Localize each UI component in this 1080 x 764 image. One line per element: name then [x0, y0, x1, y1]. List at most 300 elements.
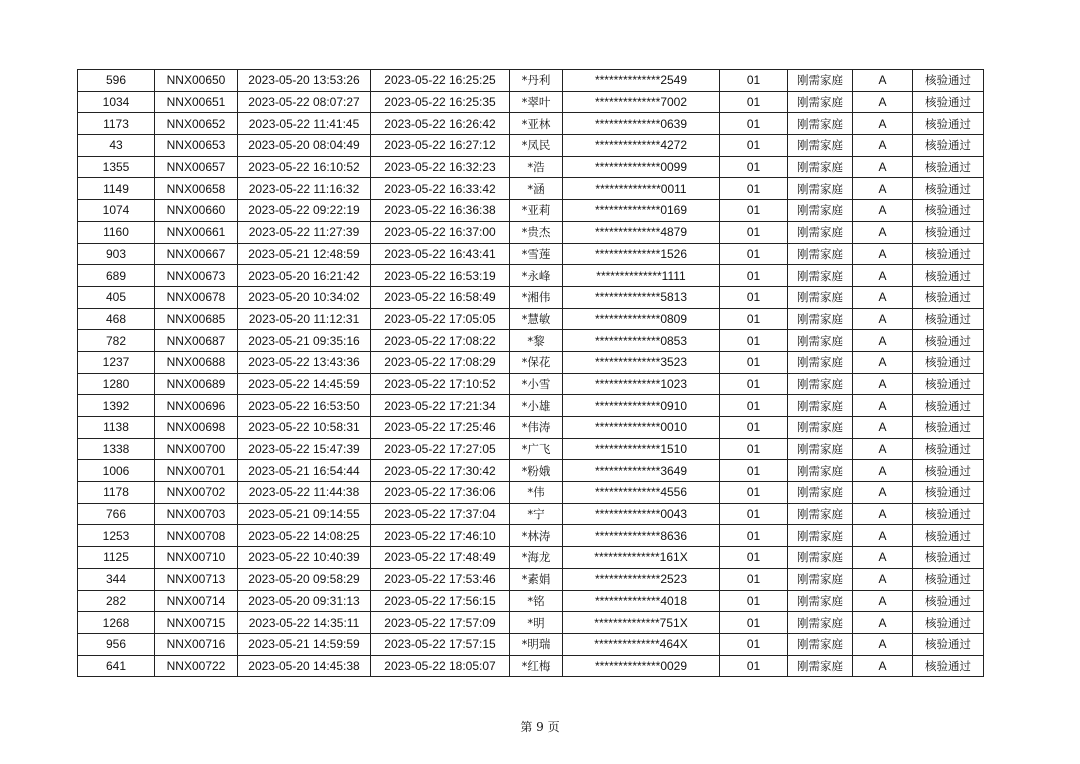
name-cell: *红梅 [510, 655, 563, 677]
apply-time-cell: 2023-05-21 09:35:16 [238, 330, 371, 352]
name-cell: *铭 [510, 590, 563, 612]
seq-cell: 1253 [78, 525, 155, 547]
name-cell: *黎 [510, 330, 563, 352]
code-cell: NNX00700 [155, 438, 238, 460]
household-size-cell: 01 [720, 221, 788, 243]
table-row [78, 373, 984, 395]
status-cell: 核验通过 [913, 330, 984, 352]
id-number-cell: **************3523 [563, 351, 720, 373]
grade-cell: A [853, 590, 913, 612]
apply-time-cell: 2023-05-20 11:12:31 [238, 308, 371, 330]
table-row [78, 178, 984, 200]
table-row [78, 547, 984, 569]
name-cell: *粉娥 [510, 460, 563, 482]
table-row [78, 590, 984, 612]
verify-time-cell: 2023-05-22 17:53:46 [371, 568, 510, 590]
apply-time-cell: 2023-05-22 10:40:39 [238, 547, 371, 569]
grade-cell: A [853, 351, 913, 373]
seq-cell: 1160 [78, 221, 155, 243]
grade-cell: A [853, 91, 913, 113]
id-number-cell: **************0910 [563, 395, 720, 417]
apply-time-cell: 2023-05-21 12:48:59 [238, 243, 371, 265]
household-size-cell: 01 [720, 156, 788, 178]
status-cell: 核验通过 [913, 460, 984, 482]
verify-time-cell: 2023-05-22 16:36:38 [371, 200, 510, 222]
category-cell: 刚需家庭 [788, 482, 853, 504]
id-number-cell: **************1526 [563, 243, 720, 265]
seq-cell: 1268 [78, 612, 155, 634]
records-table [77, 69, 984, 677]
id-number-cell: **************1111 [563, 265, 720, 287]
household-size-cell: 01 [720, 482, 788, 504]
apply-time-cell: 2023-05-20 10:34:02 [238, 286, 371, 308]
seq-cell: 1280 [78, 373, 155, 395]
id-number-cell: **************0853 [563, 330, 720, 352]
household-size-cell: 01 [720, 178, 788, 200]
apply-time-cell: 2023-05-22 16:53:50 [238, 395, 371, 417]
category-cell: 刚需家庭 [788, 590, 853, 612]
category-cell: 刚需家庭 [788, 178, 853, 200]
name-cell: *雪莲 [510, 243, 563, 265]
seq-cell: 43 [78, 135, 155, 157]
name-cell: *凤民 [510, 135, 563, 157]
table-row [78, 612, 984, 634]
code-cell: NNX00685 [155, 308, 238, 330]
table-row [78, 200, 984, 222]
apply-time-cell: 2023-05-22 10:58:31 [238, 417, 371, 439]
id-number-cell: **************464X [563, 633, 720, 655]
seq-cell: 1034 [78, 91, 155, 113]
apply-time-cell: 2023-05-20 09:31:13 [238, 590, 371, 612]
household-size-cell: 01 [720, 113, 788, 135]
name-cell: *海龙 [510, 547, 563, 569]
name-cell: *小雪 [510, 373, 563, 395]
apply-time-cell: 2023-05-20 08:04:49 [238, 135, 371, 157]
id-number-cell: **************5813 [563, 286, 720, 308]
household-size-cell: 01 [720, 91, 788, 113]
table-row [78, 633, 984, 655]
household-size-cell: 01 [720, 655, 788, 677]
household-size-cell: 01 [720, 351, 788, 373]
code-cell: NNX00653 [155, 135, 238, 157]
id-number-cell: **************7002 [563, 91, 720, 113]
verify-time-cell: 2023-05-22 17:08:29 [371, 351, 510, 373]
records-table-body [78, 70, 984, 677]
apply-time-cell: 2023-05-22 11:16:32 [238, 178, 371, 200]
id-number-cell: **************0099 [563, 156, 720, 178]
id-number-cell: **************161X [563, 547, 720, 569]
id-number-cell: **************0029 [563, 655, 720, 677]
code-cell: NNX00701 [155, 460, 238, 482]
category-cell: 刚需家庭 [788, 373, 853, 395]
table-row [78, 395, 984, 417]
household-size-cell: 01 [720, 308, 788, 330]
category-cell: 刚需家庭 [788, 243, 853, 265]
code-cell: NNX00716 [155, 633, 238, 655]
name-cell: *素娟 [510, 568, 563, 590]
status-cell: 核验通过 [913, 547, 984, 569]
verify-time-cell: 2023-05-22 17:57:09 [371, 612, 510, 634]
status-cell: 核验通过 [913, 417, 984, 439]
household-size-cell: 01 [720, 135, 788, 157]
name-cell: *丹利 [510, 70, 563, 92]
grade-cell: A [853, 221, 913, 243]
status-cell: 核验通过 [913, 503, 984, 525]
apply-time-cell: 2023-05-22 13:43:36 [238, 351, 371, 373]
table-row [78, 265, 984, 287]
verify-time-cell: 2023-05-22 17:30:42 [371, 460, 510, 482]
category-cell: 刚需家庭 [788, 633, 853, 655]
name-cell: *宁 [510, 503, 563, 525]
category-cell: 刚需家庭 [788, 200, 853, 222]
status-cell: 核验通过 [913, 438, 984, 460]
grade-cell: A [853, 612, 913, 634]
code-cell: NNX00661 [155, 221, 238, 243]
seq-cell: 1237 [78, 351, 155, 373]
id-number-cell: **************0010 [563, 417, 720, 439]
household-size-cell: 01 [720, 503, 788, 525]
apply-time-cell: 2023-05-21 09:14:55 [238, 503, 371, 525]
verify-time-cell: 2023-05-22 17:48:49 [371, 547, 510, 569]
grade-cell: A [853, 460, 913, 482]
household-size-cell: 01 [720, 395, 788, 417]
status-cell: 核验通过 [913, 135, 984, 157]
id-number-cell: **************4879 [563, 221, 720, 243]
code-cell: NNX00689 [155, 373, 238, 395]
status-cell: 核验通过 [913, 243, 984, 265]
status-cell: 核验通过 [913, 200, 984, 222]
table-row [78, 655, 984, 677]
apply-time-cell: 2023-05-22 15:47:39 [238, 438, 371, 460]
category-cell: 刚需家庭 [788, 113, 853, 135]
table-row [78, 91, 984, 113]
grade-cell: A [853, 525, 913, 547]
verify-time-cell: 2023-05-22 16:37:00 [371, 221, 510, 243]
status-cell: 核验通过 [913, 612, 984, 634]
seq-cell: 1125 [78, 547, 155, 569]
status-cell: 核验通过 [913, 373, 984, 395]
grade-cell: A [853, 503, 913, 525]
status-cell: 核验通过 [913, 482, 984, 504]
category-cell: 刚需家庭 [788, 265, 853, 287]
category-cell: 刚需家庭 [788, 156, 853, 178]
verify-time-cell: 2023-05-22 16:26:42 [371, 113, 510, 135]
grade-cell: A [853, 330, 913, 352]
verify-time-cell: 2023-05-22 16:27:12 [371, 135, 510, 157]
seq-cell: 596 [78, 70, 155, 92]
name-cell: *浩 [510, 156, 563, 178]
household-size-cell: 01 [720, 330, 788, 352]
id-number-cell: **************0639 [563, 113, 720, 135]
code-cell: NNX00702 [155, 482, 238, 504]
seq-cell: 1338 [78, 438, 155, 460]
verify-time-cell: 2023-05-22 16:58:49 [371, 286, 510, 308]
seq-cell: 468 [78, 308, 155, 330]
category-cell: 刚需家庭 [788, 460, 853, 482]
status-cell: 核验通过 [913, 308, 984, 330]
household-size-cell: 01 [720, 286, 788, 308]
category-cell: 刚需家庭 [788, 135, 853, 157]
id-number-cell: **************751X [563, 612, 720, 634]
code-cell: NNX00657 [155, 156, 238, 178]
status-cell: 核验通过 [913, 633, 984, 655]
household-size-cell: 01 [720, 200, 788, 222]
table-row [78, 460, 984, 482]
name-cell: *贵杰 [510, 221, 563, 243]
apply-time-cell: 2023-05-22 09:22:19 [238, 200, 371, 222]
seq-cell: 1149 [78, 178, 155, 200]
table-row [78, 438, 984, 460]
code-cell: NNX00688 [155, 351, 238, 373]
apply-time-cell: 2023-05-22 14:35:11 [238, 612, 371, 634]
grade-cell: A [853, 547, 913, 569]
code-cell: NNX00708 [155, 525, 238, 547]
code-cell: NNX00696 [155, 395, 238, 417]
apply-time-cell: 2023-05-22 14:08:25 [238, 525, 371, 547]
verify-time-cell: 2023-05-22 17:08:22 [371, 330, 510, 352]
id-number-cell: **************0169 [563, 200, 720, 222]
code-cell: NNX00650 [155, 70, 238, 92]
category-cell: 刚需家庭 [788, 525, 853, 547]
verify-time-cell: 2023-05-22 18:05:07 [371, 655, 510, 677]
household-size-cell: 01 [720, 612, 788, 634]
seq-cell: 1006 [78, 460, 155, 482]
table-row [78, 525, 984, 547]
seq-cell: 956 [78, 633, 155, 655]
household-size-cell: 01 [720, 417, 788, 439]
apply-time-cell: 2023-05-20 16:21:42 [238, 265, 371, 287]
household-size-cell: 01 [720, 547, 788, 569]
status-cell: 核验通过 [913, 590, 984, 612]
verify-time-cell: 2023-05-22 17:25:46 [371, 417, 510, 439]
category-cell: 刚需家庭 [788, 91, 853, 113]
table-row [78, 135, 984, 157]
table-row [78, 286, 984, 308]
grade-cell: A [853, 655, 913, 677]
household-size-cell: 01 [720, 525, 788, 547]
status-cell: 核验通过 [913, 221, 984, 243]
grade-cell: A [853, 200, 913, 222]
table-row [78, 243, 984, 265]
id-number-cell: **************1023 [563, 373, 720, 395]
category-cell: 刚需家庭 [788, 308, 853, 330]
id-number-cell: **************4272 [563, 135, 720, 157]
seq-cell: 903 [78, 243, 155, 265]
verify-time-cell: 2023-05-22 17:05:05 [371, 308, 510, 330]
code-cell: NNX00667 [155, 243, 238, 265]
category-cell: 刚需家庭 [788, 438, 853, 460]
name-cell: *明 [510, 612, 563, 634]
name-cell: *湘伟 [510, 286, 563, 308]
household-size-cell: 01 [720, 568, 788, 590]
code-cell: NNX00722 [155, 655, 238, 677]
status-cell: 核验通过 [913, 265, 984, 287]
table-row [78, 503, 984, 525]
apply-time-cell: 2023-05-20 13:53:26 [238, 70, 371, 92]
name-cell: *亚林 [510, 113, 563, 135]
verify-time-cell: 2023-05-22 17:36:06 [371, 482, 510, 504]
table-row [78, 330, 984, 352]
grade-cell: A [853, 568, 913, 590]
status-cell: 核验通过 [913, 70, 984, 92]
grade-cell: A [853, 243, 913, 265]
code-cell: NNX00658 [155, 178, 238, 200]
category-cell: 刚需家庭 [788, 503, 853, 525]
grade-cell: A [853, 286, 913, 308]
code-cell: NNX00678 [155, 286, 238, 308]
seq-cell: 282 [78, 590, 155, 612]
seq-cell: 689 [78, 265, 155, 287]
grade-cell: A [853, 308, 913, 330]
grade-cell: A [853, 633, 913, 655]
id-number-cell: **************0043 [563, 503, 720, 525]
code-cell: NNX00714 [155, 590, 238, 612]
name-cell: *翠叶 [510, 91, 563, 113]
id-number-cell: **************4556 [563, 482, 720, 504]
grade-cell: A [853, 178, 913, 200]
code-cell: NNX00713 [155, 568, 238, 590]
id-number-cell: **************2549 [563, 70, 720, 92]
grade-cell: A [853, 265, 913, 287]
apply-time-cell: 2023-05-20 14:45:38 [238, 655, 371, 677]
grade-cell: A [853, 70, 913, 92]
category-cell: 刚需家庭 [788, 395, 853, 417]
verify-time-cell: 2023-05-22 16:53:19 [371, 265, 510, 287]
name-cell: *明瑞 [510, 633, 563, 655]
verify-time-cell: 2023-05-22 16:25:35 [371, 91, 510, 113]
verify-time-cell: 2023-05-22 16:43:41 [371, 243, 510, 265]
status-cell: 核验通过 [913, 655, 984, 677]
seq-cell: 641 [78, 655, 155, 677]
household-size-cell: 01 [720, 438, 788, 460]
household-size-cell: 01 [720, 265, 788, 287]
household-size-cell: 01 [720, 633, 788, 655]
name-cell: *永峰 [510, 265, 563, 287]
apply-time-cell: 2023-05-22 11:27:39 [238, 221, 371, 243]
status-cell: 核验通过 [913, 156, 984, 178]
seq-cell: 1178 [78, 482, 155, 504]
grade-cell: A [853, 482, 913, 504]
apply-time-cell: 2023-05-22 11:44:38 [238, 482, 371, 504]
seq-cell: 1138 [78, 417, 155, 439]
name-cell: *慧敏 [510, 308, 563, 330]
seq-cell: 782 [78, 330, 155, 352]
name-cell: *广飞 [510, 438, 563, 460]
name-cell: *亚莉 [510, 200, 563, 222]
verify-time-cell: 2023-05-22 17:27:05 [371, 438, 510, 460]
apply-time-cell: 2023-05-21 16:54:44 [238, 460, 371, 482]
id-number-cell: **************3649 [563, 460, 720, 482]
verify-time-cell: 2023-05-22 17:21:34 [371, 395, 510, 417]
seq-cell: 1392 [78, 395, 155, 417]
code-cell: NNX00673 [155, 265, 238, 287]
category-cell: 刚需家庭 [788, 568, 853, 590]
category-cell: 刚需家庭 [788, 221, 853, 243]
status-cell: 核验通过 [913, 395, 984, 417]
table-row [78, 417, 984, 439]
status-cell: 核验通过 [913, 568, 984, 590]
category-cell: 刚需家庭 [788, 612, 853, 634]
apply-time-cell: 2023-05-20 09:58:29 [238, 568, 371, 590]
name-cell: *伟涛 [510, 417, 563, 439]
id-number-cell: **************8636 [563, 525, 720, 547]
grade-cell: A [853, 135, 913, 157]
code-cell: NNX00710 [155, 547, 238, 569]
category-cell: 刚需家庭 [788, 351, 853, 373]
apply-time-cell: 2023-05-22 14:45:59 [238, 373, 371, 395]
verify-time-cell: 2023-05-22 17:57:15 [371, 633, 510, 655]
status-cell: 核验通过 [913, 286, 984, 308]
name-cell: *小雄 [510, 395, 563, 417]
category-cell: 刚需家庭 [788, 547, 853, 569]
status-cell: 核验通过 [913, 525, 984, 547]
code-cell: NNX00651 [155, 91, 238, 113]
verify-time-cell: 2023-05-22 16:32:23 [371, 156, 510, 178]
table-row [78, 70, 984, 92]
status-cell: 核验通过 [913, 91, 984, 113]
status-cell: 核验通过 [913, 351, 984, 373]
id-number-cell: **************0809 [563, 308, 720, 330]
table-row [78, 308, 984, 330]
grade-cell: A [853, 113, 913, 135]
name-cell: *保花 [510, 351, 563, 373]
category-cell: 刚需家庭 [788, 417, 853, 439]
category-cell: 刚需家庭 [788, 286, 853, 308]
grade-cell: A [853, 373, 913, 395]
code-cell: NNX00687 [155, 330, 238, 352]
household-size-cell: 01 [720, 460, 788, 482]
table-row [78, 568, 984, 590]
id-number-cell: **************0011 [563, 178, 720, 200]
code-cell: NNX00698 [155, 417, 238, 439]
code-cell: NNX00652 [155, 113, 238, 135]
seq-cell: 344 [78, 568, 155, 590]
verify-time-cell: 2023-05-22 17:10:52 [371, 373, 510, 395]
table-row [78, 482, 984, 504]
verify-time-cell: 2023-05-22 16:33:42 [371, 178, 510, 200]
category-cell: 刚需家庭 [788, 330, 853, 352]
status-cell: 核验通过 [913, 178, 984, 200]
seq-cell: 1355 [78, 156, 155, 178]
apply-time-cell: 2023-05-22 16:10:52 [238, 156, 371, 178]
table-row [78, 221, 984, 243]
code-cell: NNX00660 [155, 200, 238, 222]
verify-time-cell: 2023-05-22 17:56:15 [371, 590, 510, 612]
seq-cell: 1173 [78, 113, 155, 135]
verify-time-cell: 2023-05-22 17:46:10 [371, 525, 510, 547]
id-number-cell: **************4018 [563, 590, 720, 612]
verify-time-cell: 2023-05-22 16:25:25 [371, 70, 510, 92]
household-size-cell: 01 [720, 70, 788, 92]
page-number: 第 9 页 [520, 720, 560, 734]
seq-cell: 405 [78, 286, 155, 308]
apply-time-cell: 2023-05-22 11:41:45 [238, 113, 371, 135]
code-cell: NNX00703 [155, 503, 238, 525]
name-cell: *林涛 [510, 525, 563, 547]
name-cell: *涵 [510, 178, 563, 200]
household-size-cell: 01 [720, 373, 788, 395]
name-cell: *伟 [510, 482, 563, 504]
grade-cell: A [853, 438, 913, 460]
grade-cell: A [853, 395, 913, 417]
seq-cell: 766 [78, 503, 155, 525]
code-cell: NNX00715 [155, 612, 238, 634]
table-row [78, 113, 984, 135]
grade-cell: A [853, 156, 913, 178]
apply-time-cell: 2023-05-22 08:07:27 [238, 91, 371, 113]
seq-cell: 1074 [78, 200, 155, 222]
table-row [78, 351, 984, 373]
